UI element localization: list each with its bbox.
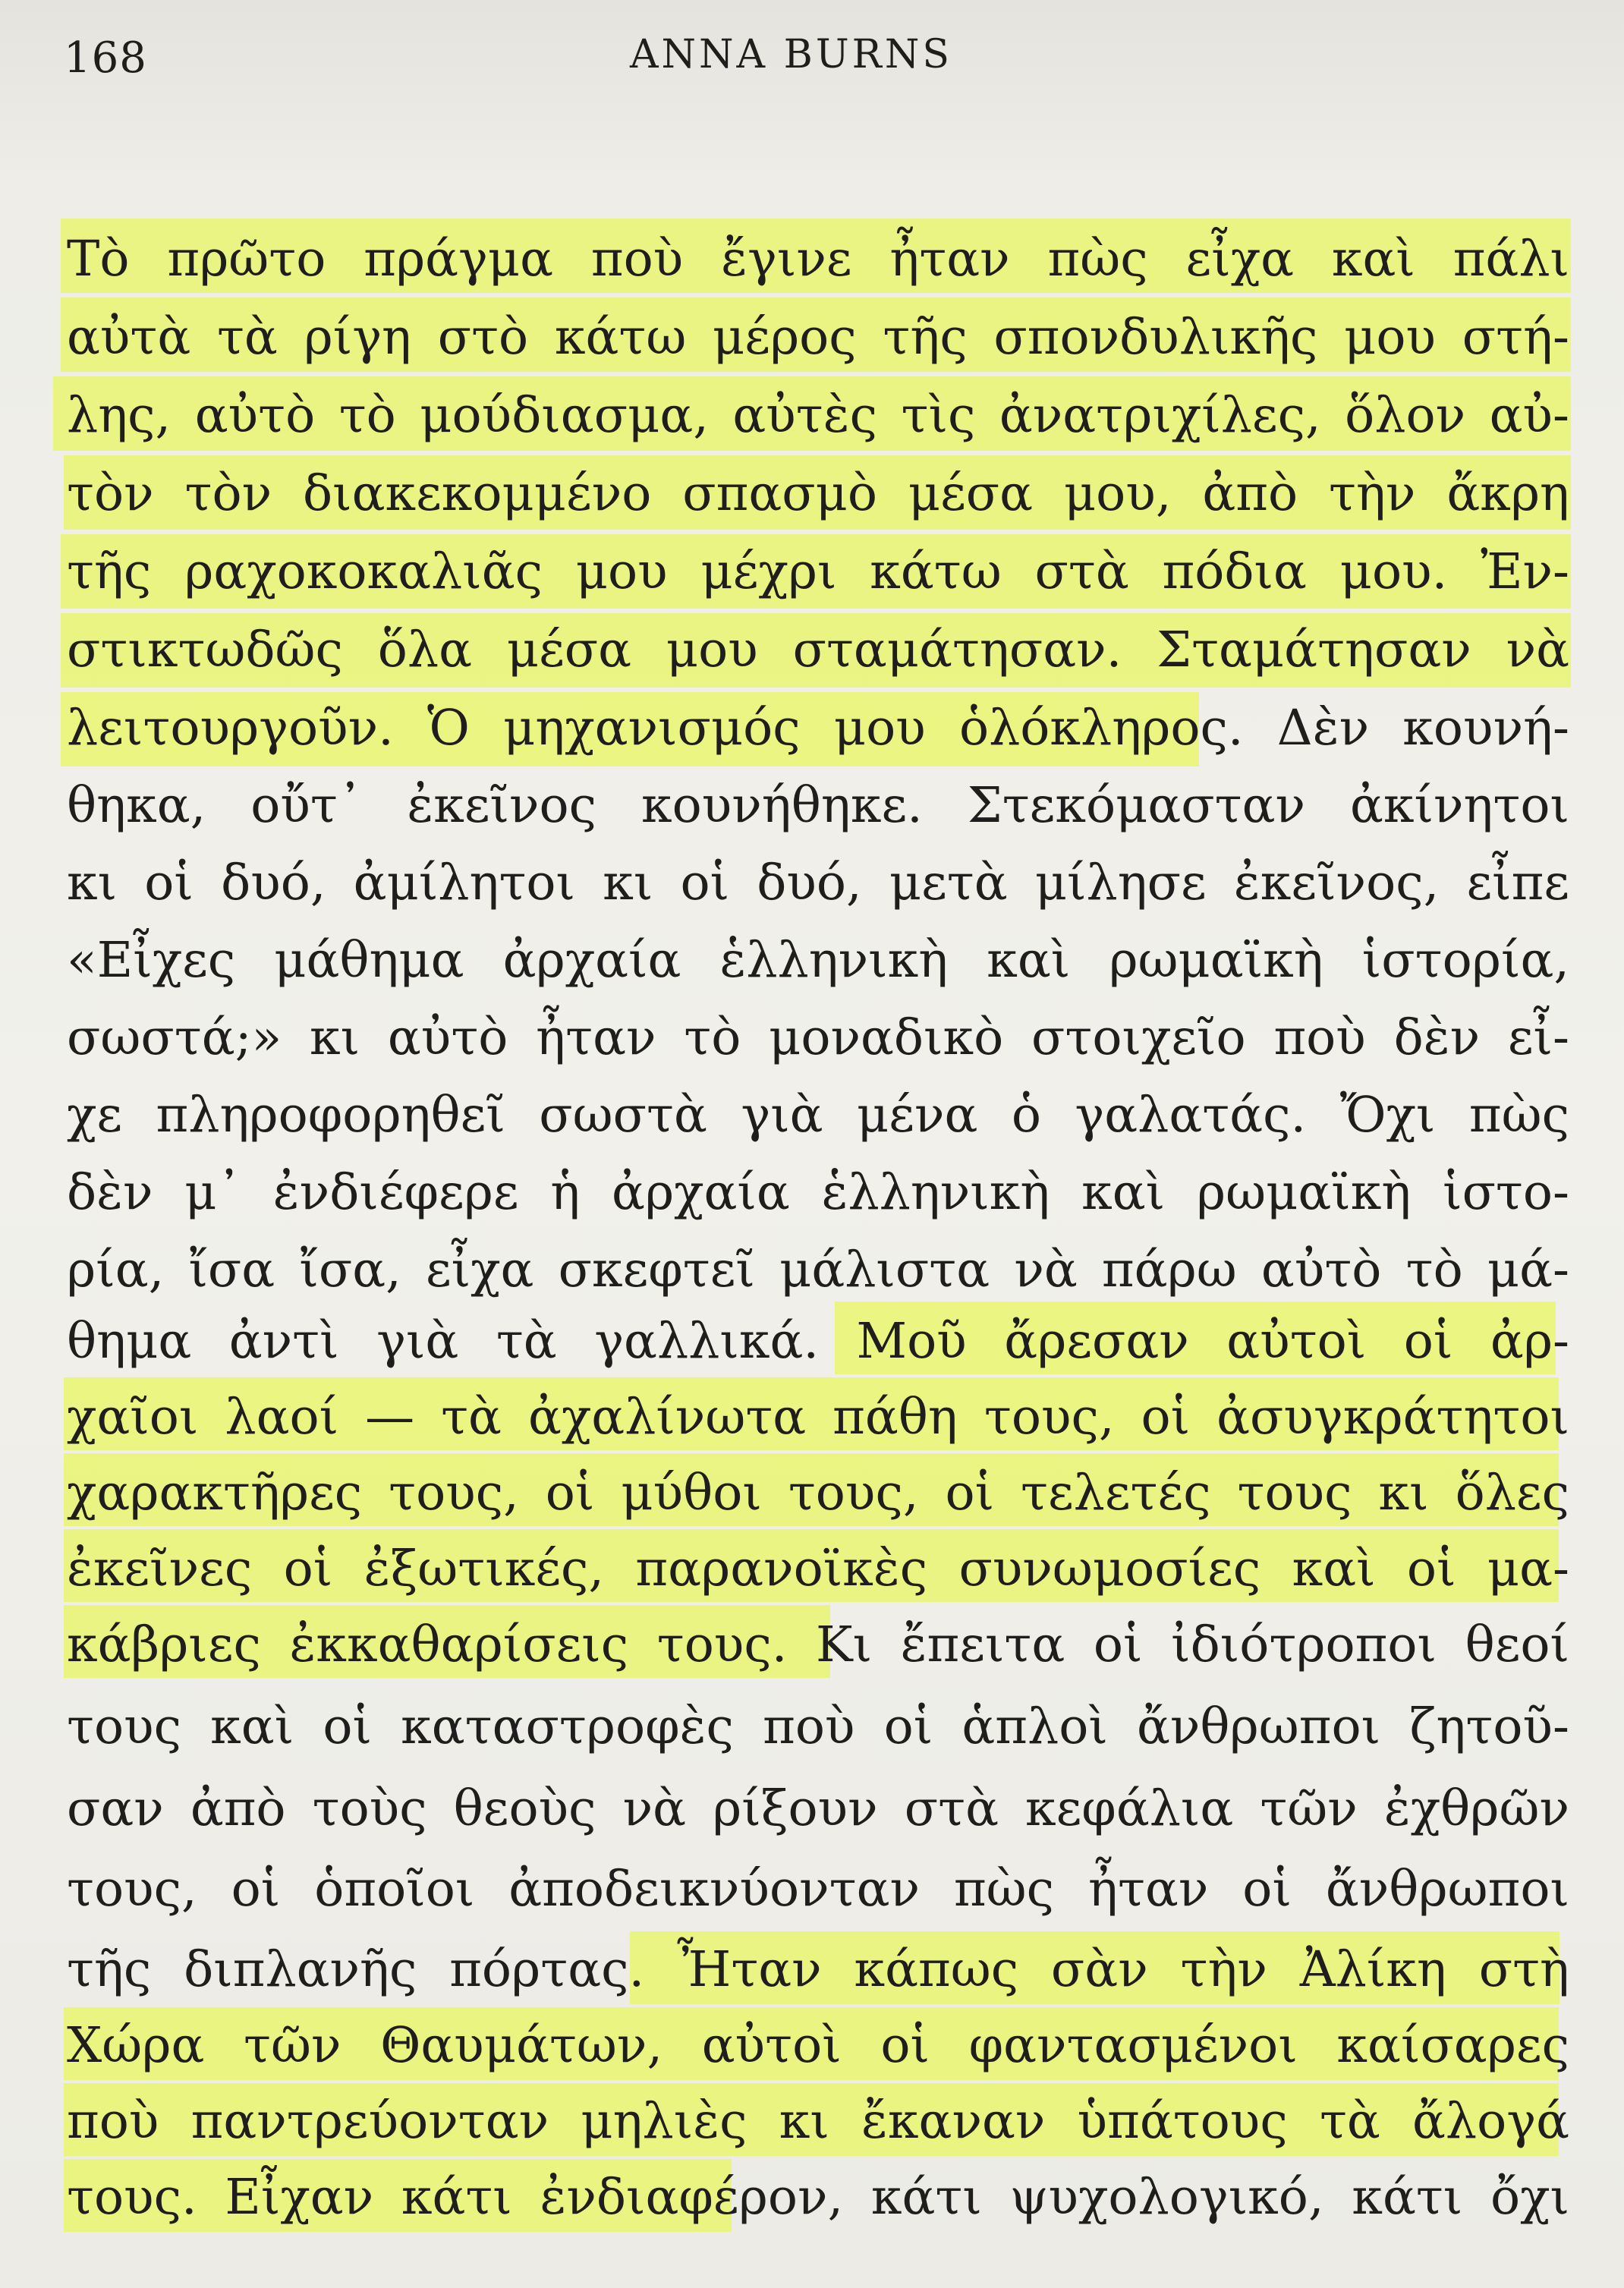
text-line: χε πληροφορηθεῖ σωστὰ γιὰ μένα ὁ γαλατάς. Ὄχι πὼς xyxy=(67,1087,1569,1144)
text-line: σαν ἀπὸ τοὺς θεοὺς νὰ ρίξουν στὰ κεφάλια τῶν ἐχθρῶν xyxy=(67,1780,1569,1837)
text-line: τους, οἱ ὁποῖοι ἀποδεικνύονταν πὼς ἦταν οἱ ἄνθρωποι xyxy=(67,1861,1569,1918)
text-line: χαρακτῆρες τους, οἱ μύθοι τους, οἱ τελετές τους κι ὅλες xyxy=(67,1465,1569,1522)
text-line: τὸν τὸν διακεκομμένο σπασμὸ μέσα μου, ἀπὸ τὴν ἄκρη xyxy=(67,465,1569,522)
text-line: τῆς διπλανῆς πόρτας. Ἦταν κάπως σὰν τὴν Ἀλίκη στὴ xyxy=(67,1941,1569,1998)
text-line: ρία, ἴσα ἴσα, εἶχα σκεφτεῖ μάλιστα νὰ πάρω αὐτὸ τὸ μά- xyxy=(67,1242,1569,1298)
text-line: στικτωδῶς ὅλα μέσα μου σταμάτησαν. Σταμάτησαν νὰ xyxy=(67,622,1569,678)
text-line: τῆς ραχοκοκαλιᾶς μου μέχρι κάτω στὰ πόδια μου. Ἐν- xyxy=(67,543,1569,600)
text-line: Χώρα τῶν Θαυμάτων, αὐτοὶ οἱ φαντασμένοι καίσαρες xyxy=(67,2017,1569,2074)
text-line: κι οἱ δυό, ἀμίλητοι κι οἱ δυό, μετὰ μίλησε ἐκεῖνος, εἶπε xyxy=(67,854,1569,911)
text-line: «Εἶχες μάθημα ἀρχαία ἑλληνικὴ καὶ ρωμαϊκὴ ἱστορία, xyxy=(67,932,1569,989)
text-line: δὲν μ᾽ ἐνδιέφερε ἡ ἀρχαία ἑλληνικὴ καὶ ρωμαϊκὴ ἱστο- xyxy=(67,1164,1569,1221)
text-line: χαῖοι λαοί — τὰ ἀχαλίνωτα πάθη τους, οἱ ἀσυγκράτητοι xyxy=(67,1389,1569,1446)
text-line: θηκα, οὔτ᾽ ἐκεῖνος κουνήθηκε. Στεκόμασταν ἀκίνητοι xyxy=(67,777,1569,834)
text-line: ἐκεῖνες οἱ ἐξωτικές, παρανοϊκὲς συνωμοσίες καὶ οἱ μα- xyxy=(67,1541,1569,1597)
text-line: Τὸ πρῶτο πράγμα ποὺ ἔγινε ἦταν πὼς εἶχα καὶ πάλι xyxy=(67,231,1569,288)
text-line: σωστά;» κι αὐτὸ ἦταν τὸ μοναδικὸ στοιχεῖο ποὺ δὲν εἶ- xyxy=(67,1009,1569,1066)
text-line: τους καὶ οἱ καταστροφὲς ποὺ οἱ ἁπλοὶ ἄνθρωποι ζητοῦ- xyxy=(67,1698,1569,1755)
running-head: ANNA BURNS xyxy=(630,32,952,77)
page-number: 168 xyxy=(64,33,147,83)
text-line: τους. Εἶχαν κάτι ἐνδιαφέρον, κάτι ψυχολογικό, κάτι ὄχι xyxy=(67,2169,1569,2226)
text-line: λης, αὐτὸ τὸ μούδιασμα, αὐτὲς τὶς ἀνατριχίλες, ὅλον αὐ- xyxy=(67,387,1569,444)
text-line: θημα ἀντὶ γιὰ τὰ γαλλικά. Μοῦ ἄρεσαν αὐτοὶ οἱ ἀρ- xyxy=(67,1313,1569,1370)
text-line: ποὺ παντρεύονταν μηλιὲς κι ἔκαναν ὑπάτους τὰ ἄλογά xyxy=(67,2093,1569,2150)
text-line: λειτουργοῦν. Ὁ μηχανισμός μου ὁλόκληρος. Δὲν κουνή- xyxy=(67,700,1569,757)
text-line: κάβριες ἐκκαθαρίσεις τους. Κι ἔπειτα οἱ ἰδιότροποι θεοί xyxy=(67,1616,1569,1673)
text-line: αὐτὰ τὰ ρίγη στὸ κάτω μέρος τῆς σπονδυλικῆς μου στή- xyxy=(67,309,1569,366)
